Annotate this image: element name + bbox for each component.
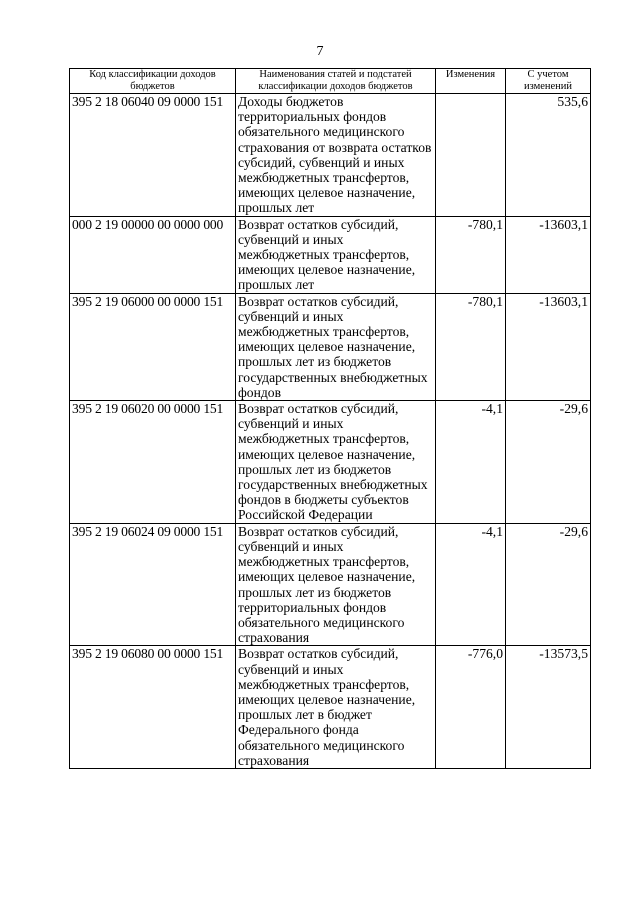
header-change: Изменения: [436, 69, 506, 94]
row-total: -13603,1: [506, 293, 591, 400]
row-name: Возврат остатков субсидий, субвенций и иных межбюджетных трансфертов, имеющих целевое назначение, прошлых лет: [236, 216, 436, 293]
table-header-row: [70, 69, 591, 94]
row-name: Доходы бюджетов территориальных фондов обязательного медицинского страхования от возврата остатков субсидий, субвенций и иных межбюджетных трансфертов, имеющих целевое назначение, прошлых лет: [236, 94, 436, 217]
row-name: Возврат остатков субсидий, субвенций и иных межбюджетных трансфертов, имеющих целевое назначение, прошлых лет в бюджет Федерального фонда обязательного медицинского страхования: [236, 646, 436, 769]
row-total: -29,6: [506, 523, 591, 646]
page-number: 7: [316, 44, 324, 59]
budget-revenue-table: [69, 68, 591, 769]
row-change: -776,0: [436, 646, 506, 769]
row-total: -13573,5: [506, 646, 591, 769]
row-code: 395 2 19 06080 00 0000 151: [70, 646, 236, 769]
header-total: С учетом изменений: [506, 69, 591, 94]
row-name: Возврат остатков субсидий, субвенций и иных межбюджетных трансфертов, имеющих целевое назначение, прошлых лет из бюджетов государственных внебюджетных фондов: [236, 293, 436, 400]
row-total: -29,6: [506, 401, 591, 524]
row-total: 535,6: [506, 94, 591, 217]
table-row: [70, 401, 591, 524]
row-name: Возврат остатков субсидий, субвенций и иных межбюджетных трансфертов, имеющих целевое назначение, прошлых лет из бюджетов государственных внебюджетных фондов в бюджеты субъектов Российской Федерации: [236, 401, 436, 524]
row-change: -4,1: [436, 401, 506, 524]
header-code: Код классификации доходов бюджетов: [70, 69, 236, 94]
row-name: Возврат остатков субсидий, субвенций и иных межбюджетных трансфертов, имеющих целевое назначение, прошлых лет из бюджетов территориальных фондов обязательного медицинского страхования: [236, 523, 436, 646]
row-code: 000 2 19 00000 00 0000 000: [70, 216, 236, 293]
table-row: [70, 94, 591, 217]
table-row: [70, 293, 591, 400]
table-row: [70, 646, 591, 769]
header-name: Наименования статей и подстатей классификации доходов бюджетов: [236, 69, 436, 94]
row-total: -13603,1: [506, 216, 591, 293]
row-change: -4,1: [436, 523, 506, 646]
row-code: 395 2 18 06040 09 0000 151: [70, 94, 236, 217]
row-code: 395 2 19 06024 09 0000 151: [70, 523, 236, 646]
row-change: [436, 94, 506, 217]
table-row: [70, 523, 591, 646]
row-change: -780,1: [436, 293, 506, 400]
row-code: 395 2 19 06020 00 0000 151: [70, 401, 236, 524]
row-change: -780,1: [436, 216, 506, 293]
row-code: 395 2 19 06000 00 0000 151: [70, 293, 236, 400]
table-row: [70, 216, 591, 293]
